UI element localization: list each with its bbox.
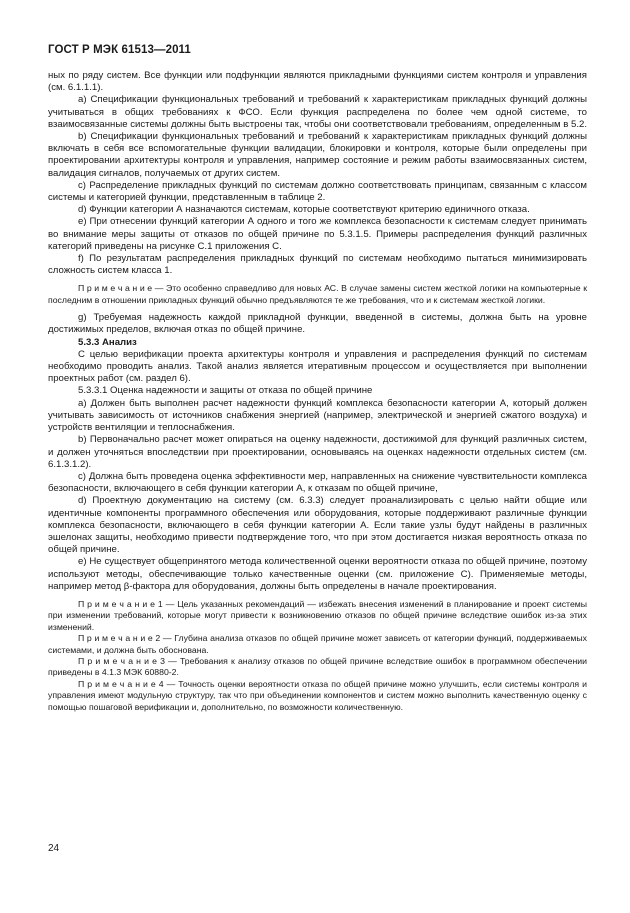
note-text: — Цель указанных рекомендаций — избежать внесения изменений в планирование и проект системы при изменении требований, которые могут привести к возникновению отказов по общей причине вследствие ошибок из-за этих изменений. — [48, 598, 587, 632]
paragraph: ных по ряду систем. Все функции или подфункции являются прикладными функциями систем контроля и управления (см. 6.1.1.1). — [48, 70, 587, 94]
note — [48, 679, 587, 713]
paragraph: f) По результатам распределения прикладных функций по системам необходимо пытаться минимизировать сложность систем класса 1. — [48, 253, 587, 277]
note — [48, 599, 587, 633]
subsection-heading: 5.3.3.1 Оценка надежности и защиты от отказа по общей причине — [78, 385, 373, 397]
note-label: П р и м е ч а н и е 4 — [78, 678, 164, 689]
note-text: — Точность оценки вероятности отказа по общей причине можно улучшить, если системы контроля и управления имеют модульную структуру, так что при объединении компонентов и систем можно выполнить качественную оценку с помощью пошаговой верификации и, дополнительно, по возможности количественную. — [48, 678, 588, 712]
note-label: П р и м е ч а н и е 2 — [78, 633, 161, 644]
note-label: П р и м е ч а н и е — [78, 283, 153, 294]
paragraph: e) При отнесении функций категории А одного и того же комплекса безопасности к системам следует принимать во внимание меры защиты от отказов по общей причине по 5.3.1.5. Примеры распределения функций различных категорий приведены на рисунке С.1 приложения С. — [48, 216, 587, 252]
note — [48, 633, 587, 656]
note-label: П р и м е ч а н и е 1 — [78, 598, 163, 609]
note-text: — Глубина анализа отказов по общей причине может зависеть от категории функций, поддерживаемых системами, и должна быть обоснована. — [48, 633, 587, 655]
document-body — [48, 70, 587, 713]
note — [48, 283, 587, 306]
paragraph: a) Спецификации функциональных требований и требований к характеристикам прикладных функций должны учитываться в общих требованиях к ФСО. Если функция распределена по более чем одной системе, то взаимосвязанные системы должны быть выстроены так, чтобы они соответствовали требованиям, определенным в 5.2. — [48, 94, 587, 130]
paragraph: d) Проектную документацию на систему (см. 6.3.3) следует проанализировать с целью найти общие или идентичные компоненты программного обеспечения или оборудования, которые поддерживают различные функции комплекса безопасности, включающего в себя функции категории А. Если такие узлы будут найдены в различных эшелонах защиты, необходимо привести подтверждение того, что при этом достигается низкая вероятность отказа по общей причине. — [48, 495, 587, 556]
paragraph: g) Требуемая надежность каждой прикладной функции, введенной в системы, должна быть на уровне достижимых пределов, включая отказ по общей причине. — [48, 312, 587, 336]
note — [48, 656, 587, 679]
note-text: — Требования к анализу отказов по общей причине вследствие ошибок в программном обеспечении приведены в 4.1.3 МЭК 60880-2. — [48, 655, 587, 678]
paragraph: c) Должна быть проведена оценка эффективности мер, направленных на снижение чувствительности комплекса безопасности, включающего в себя функции категории А, к отказам по общей причине, — [48, 470, 587, 495]
paragraph: С целью верификации проекта архитектуры контроля и управления и распределения функций по системам необходимо проводить анализ. Такой анализ является итеративным процессом и осуществляется при выполнении проектных работ (см. раздел 6). — [48, 348, 587, 385]
paragraph: c) Распределение прикладных функций по системам должно соответствовать принципам, связанным с классом системы и категорией функции, представленным в таблице 2. — [48, 179, 587, 204]
paragraph: e) Не существует общепринятого метода количественной оценки вероятности отказа по общей причине, поэтому используют методы, обеспечивающие только качественные оценки (см. приложение С). Применяемые методы, например метод β-фактора для оборудования, должны быть определены в начале проектирования. — [48, 556, 587, 592]
paragraph: b) Первоначально расчет может опираться на оценку надежности, достижимой для функций различных систем, и должен уточняться впоследствии при проектировании, основываясь на оценках надежности отдельных систем (см. 6.1.3.1.2). — [48, 434, 587, 470]
note-label: П р и м е ч а н и е 3 — [78, 655, 165, 666]
note-text: — Это особенно справедливо для новых АС. В случае замены систем жесткой логики на компьютерные к последним в отношении прикладных функций обычно предъявляются те же требования, что и к системам жесткой логики. — [48, 283, 587, 305]
paragraph: a) Должен быть выполнен расчет надежности функций комплекса безопасности категории А, который должен учитывать зависимость от источников снабжения энергией (например, электрической и энергией сжатого воздуха) и устройств вентиляции и теплоснабжения. — [48, 397, 587, 434]
paragraph: b) Спецификации функциональных требований и требований к характеристикам прикладных функций должны включать в себя все вспомогательные функции валидации, блокировки и контроля, которые были определены при проектировании архитектуры контроля и управления, например состояние и режим работы взаимосвязанных систем, валидация сигналов, получаемых от других систем. — [48, 131, 587, 179]
section-heading: 5.3.3 Анализ — [78, 336, 137, 348]
page-number: 24 — [48, 843, 60, 854]
paragraph: d) Функции категории А назначаются системам, которые соответствуют критерию единичного отказа. — [78, 204, 530, 216]
page-header: ГОСТ Р МЭК 61513—2011 — [48, 44, 191, 56]
